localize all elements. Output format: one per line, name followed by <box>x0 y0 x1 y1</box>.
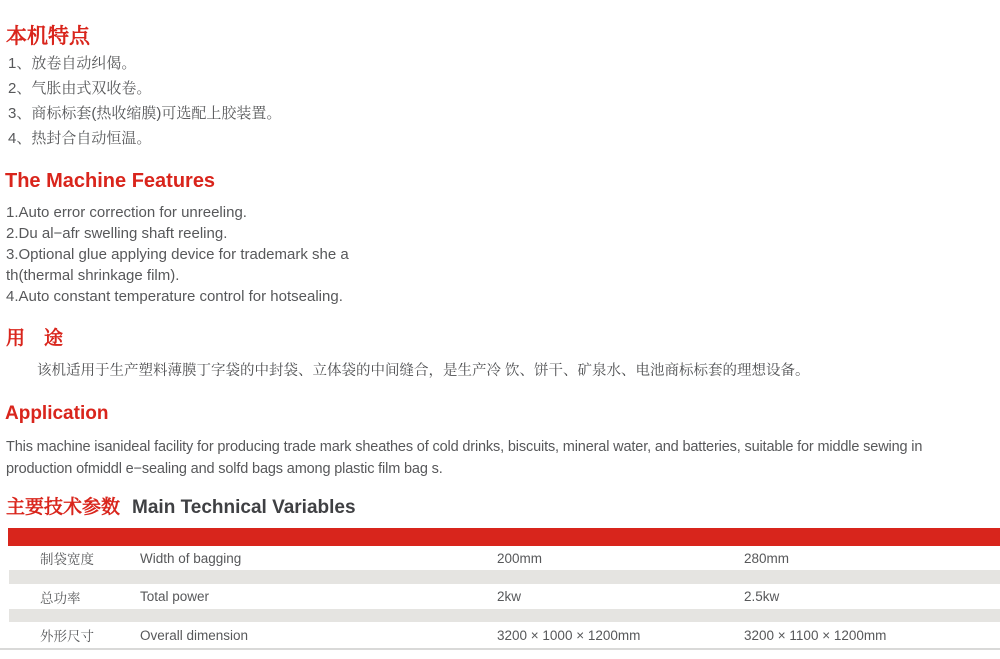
features-en-list <box>6 202 349 307</box>
spec-name-en: Overall dimension <box>140 627 249 643</box>
feature-en-line: th(thermal shrinkage film). <box>6 267 180 284</box>
spec-name-en: Total power <box>140 589 210 604</box>
feature-en-line: 1.Auto error correction for unreeling. <box>6 204 247 221</box>
table-row <box>0 546 1000 570</box>
specs-table <box>0 546 1000 650</box>
specs-table-header-bar <box>8 528 1000 546</box>
table-row <box>0 622 1000 650</box>
feature-cn-item: 3、商标标套(热收缩膜)可选配上胶装置。 <box>8 105 282 122</box>
application-title: Application <box>5 403 109 424</box>
specs-heading <box>6 492 356 519</box>
table-divider-band <box>9 609 1000 622</box>
feature-cn-item: 2、气胀由式双收卷。 <box>8 80 152 97</box>
features-cn-list <box>8 51 281 151</box>
usage-cn-title: 用 途 <box>6 328 64 349</box>
feature-cn-item: 4、热封合自动恒温。 <box>8 130 152 147</box>
spec-name-cn: 总功率 <box>40 590 81 606</box>
spec-value-model2: 3200 × 1100 × 1200mm <box>744 627 887 643</box>
features-cn-title: 本机特点 <box>6 25 90 48</box>
application-line: This machine isanideal facility for producing trade mark sheathes of cold drinks, biscuits, mineral water, and batteries, suitable for middle sewing in <box>6 439 923 455</box>
application-paragraph <box>6 436 1000 480</box>
feature-en-line: 4.Auto constant temperature control for hotsealing. <box>6 288 343 305</box>
spec-value-model1: 200mm <box>497 550 543 566</box>
application-line: production ofmiddl e−sealing and solfd bags among plastic film bag s. <box>6 461 443 477</box>
spec-name-en: Width of bagging <box>140 550 242 566</box>
spec-value-model1: 3200 × 1000 × 1200mm <box>497 627 641 643</box>
spec-name-cn: 外形尺寸 <box>40 629 94 644</box>
spec-value-model2: 2.5kw <box>744 589 780 604</box>
spec-value-model2: 280mm <box>744 550 790 566</box>
table-row <box>0 584 1000 609</box>
feature-cn-item: 1、放卷自动纠偈。 <box>8 55 137 72</box>
features-en-title: The Machine Features <box>5 170 216 192</box>
table-divider-band <box>9 570 1000 584</box>
spec-name-cn: 制袋宽度 <box>40 552 94 567</box>
specs-title-en: Main Technical Variables <box>132 497 356 518</box>
feature-en-line: 3.Optional glue applying device for trademark she a <box>6 246 349 263</box>
spec-value-model1: 2kw <box>497 589 522 604</box>
feature-en-line: 2.Du al−afr swelling shaft reeling. <box>6 225 228 242</box>
usage-cn-paragraph: 该机适用于生产塑料薄膜丁字袋的中封袋、立体袋的中间缝合，是生产冷 饮、饼干、矿泉水、电池商标标套的理想设备。 <box>37 363 810 379</box>
specs-title-cn: 主要技术参数 <box>6 497 121 518</box>
